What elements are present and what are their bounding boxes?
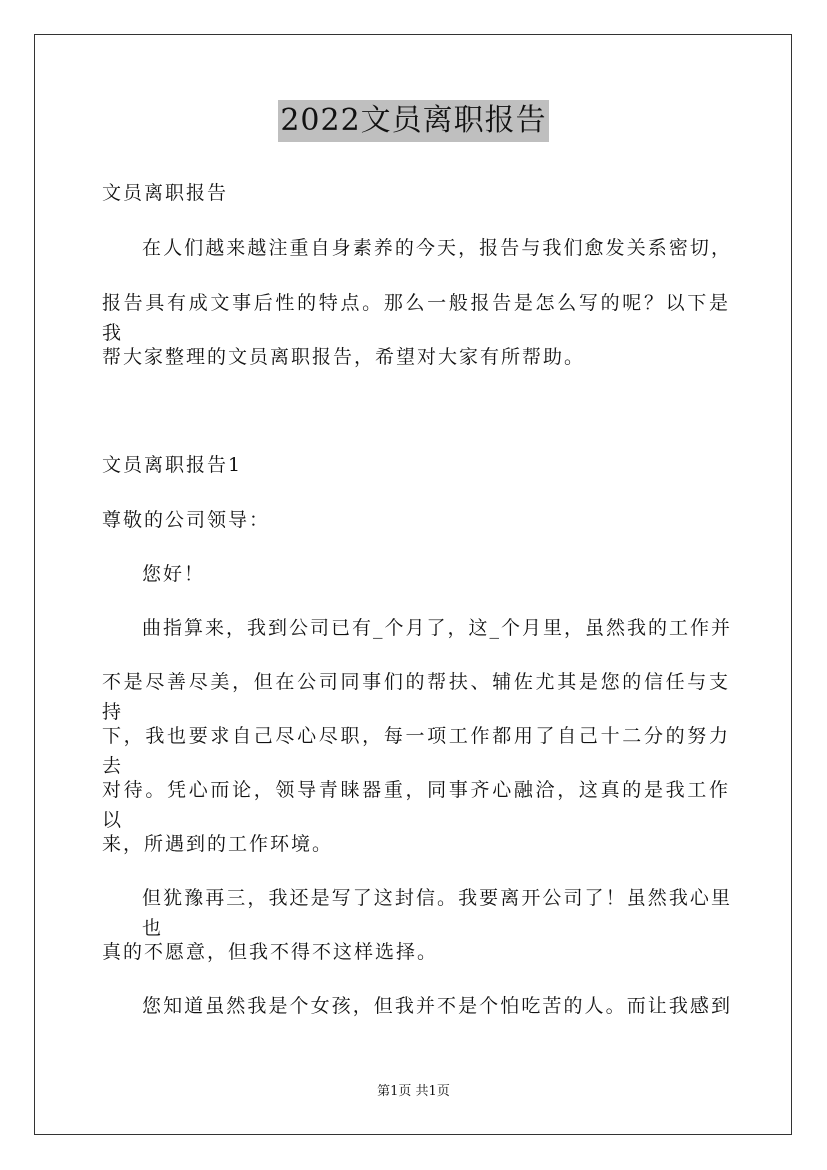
salutation: 尊敬的公司领导： xyxy=(102,509,271,531)
paragraph-line: 但犹豫再三，我还是写了这封信。我要离开公司了！虽然我心里也 xyxy=(142,887,732,939)
paragraph-line: 来，所遇到的工作环境。 xyxy=(102,833,334,855)
paragraph-line: 报告具有成文事后性的特点。那么一般报告是怎么写的呢？以下是我 xyxy=(102,292,730,344)
paragraph-line: 真的不愿意，但我不得不这样选择。 xyxy=(102,941,439,963)
paragraph-line: 帮大家整理的文员离职报告，希望对大家有所帮助。 xyxy=(102,346,586,368)
paragraph-line: 对待。凭心而论，领导青睐器重，同事齐心融洽，这真的是我工作以 xyxy=(102,779,730,831)
paragraph-line: 您知道虽然我是个女孩，但我并不是个怕吃苦的人。而让我感到 xyxy=(142,995,732,1017)
paragraph-line: 不是尽善尽美，但在公司同事们的帮扶、辅佐尤其是您的信任与支持 xyxy=(102,671,730,723)
paragraph-line: 曲指算来，我到公司已有_个月了，这_个月里，虽然我的工作并 xyxy=(142,617,733,639)
subheading: 文员离职报告 xyxy=(102,182,229,204)
greeting: 您好！ xyxy=(142,563,206,585)
page-footer: 第1页 共1页 xyxy=(377,1084,450,1099)
section-heading: 文员离职报告1 xyxy=(102,454,243,476)
paragraph-line: 下，我也要求自己尽心尽职，每一项工作都用了自己十二分的努力去 xyxy=(102,725,730,777)
title-container xyxy=(0,100,827,142)
document-title: 2022文员离职报告 xyxy=(278,100,548,142)
paragraph-line: 在人们越来越注重自身素养的今天，报告与我们愈发关系密切， xyxy=(142,237,732,259)
